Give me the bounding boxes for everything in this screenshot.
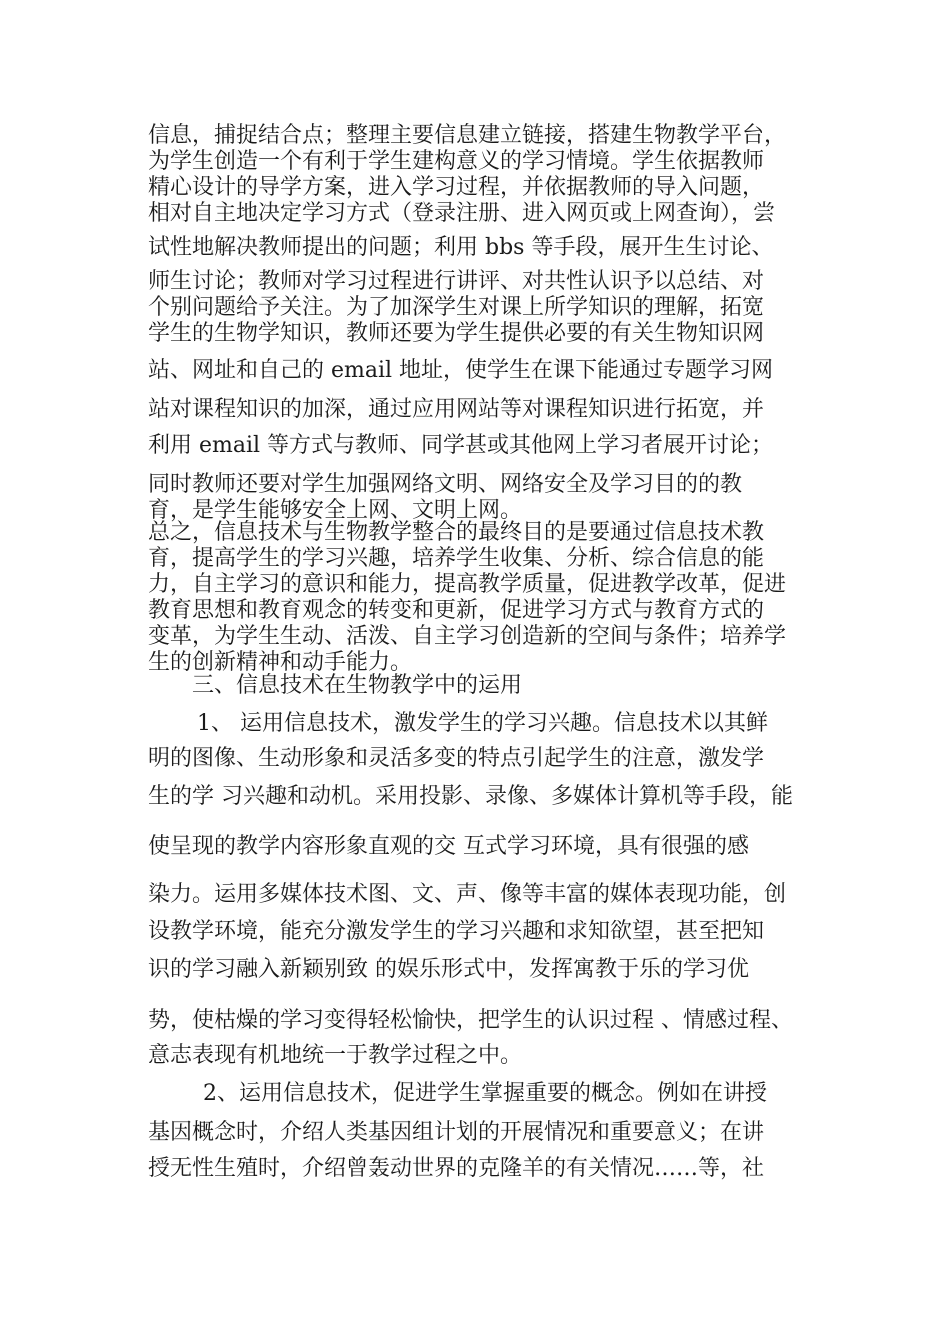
section-heading: 三、信息技术在生物教学中的运用 xyxy=(192,673,523,698)
text-line: 师生讨论；教师对学习过程进行讲评、对共性认识予以总结、对 xyxy=(148,269,765,294)
text-line: 授无性生殖时，介绍曾轰动世界的克隆羊的有关情况……等，社 xyxy=(148,1156,765,1181)
text-line: 基因概念时，介绍人类基因组计划的开展情况和重要意义；在讲 xyxy=(148,1120,765,1145)
text-line: 意志表现有机地统一于教学过程之中。 xyxy=(148,1043,523,1068)
text-line: 育，提高学生的学习兴趣，培养学生收集、分析、综合信息的能 xyxy=(148,546,765,571)
text-line: 育，是学生能够安全上网、文明上网。 xyxy=(148,498,523,523)
text-line: 力，自主学习的意识和能力，提高教学质量，促进教学改革，促进 xyxy=(148,572,787,597)
text-line: 2、运用信息技术，促进学生掌握重要的概念。例如在讲授 xyxy=(203,1081,767,1106)
text-line: 变革，为学生生动、活泼、自主学习创造新的空间与条件；培养学 xyxy=(148,624,787,649)
text-line: 教育思想和教育观念的转变和更新，促进学习方式与教育方式的 xyxy=(148,598,765,623)
text-line: 同时教师还要对学生加强网络文明、网络安全及学习目的的教 xyxy=(148,472,743,497)
text-line: 相对自主地决定学习方式（登录注册、进入网页或上网查询），尝 xyxy=(148,201,776,226)
text-line: 个别问题给予关注。为了加深学生对课上所学知识的理解，拓宽 xyxy=(148,295,765,320)
text-line: 站、网址和自己的 email 地址，使学生在课下能通过专题学习网 xyxy=(148,358,774,383)
text-line: 势，使枯燥的学习变得轻松愉快，把学生的认识过程 、情感过程、 xyxy=(148,1008,793,1033)
text-line: 染力。运用多媒体技术图、文、声、像等丰富的媒体表现功能，创 xyxy=(148,882,787,907)
text-line: 信息，捕捉结合点；整理主要信息建立链接，搭建生物教学平台， xyxy=(148,123,787,148)
text-line: 学生的生物学知识，教师还要为学生提供必要的有关生物知识网 xyxy=(148,321,765,346)
text-line: 精心设计的导学方案，进入学习过程，并依据教师的导入问题， xyxy=(148,175,765,200)
text-line: 站对课程知识的加深，通过应用网站等对课程知识进行拓宽，并 xyxy=(148,397,765,422)
text-line: 试性地解决教师提出的问题；利用 bbs 等手段，展开生生讨论、 xyxy=(148,235,774,260)
text-line: 生的创新精神和动手能力。 xyxy=(148,650,413,675)
text-line: 1、 运用信息技术，激发学生的学习兴趣。信息技术以其鲜 xyxy=(197,711,768,736)
text-line: 为学生创造一个有利于学生建构意义的学习情境。学生依据教师 xyxy=(148,149,765,174)
text-line: 明的图像、生动形象和灵活多变的特点引起学生的注意，激发学 xyxy=(148,746,765,771)
text-line: 识的学习融入新颖别致 的娱乐形式中，发挥寓教于乐的学习优 xyxy=(148,957,749,982)
text-line: 总之，信息技术与生物教学整合的最终目的是要通过信息技术教 xyxy=(148,520,765,545)
text-line: 使呈现的教学内容形象直观的交 互式学习环境，具有很强的感 xyxy=(148,834,749,859)
text-line: 设教学环境，能充分激发学生的学习兴趣和求知欲望，甚至把知 xyxy=(148,919,765,944)
text-line: 利用 email 等方式与教师、同学甚或其他网上学习者展开讨论； xyxy=(148,433,774,458)
text-line: 生的学 习兴趣和动机。采用投影、录像、多媒体计算机等手段，能 xyxy=(148,784,793,809)
